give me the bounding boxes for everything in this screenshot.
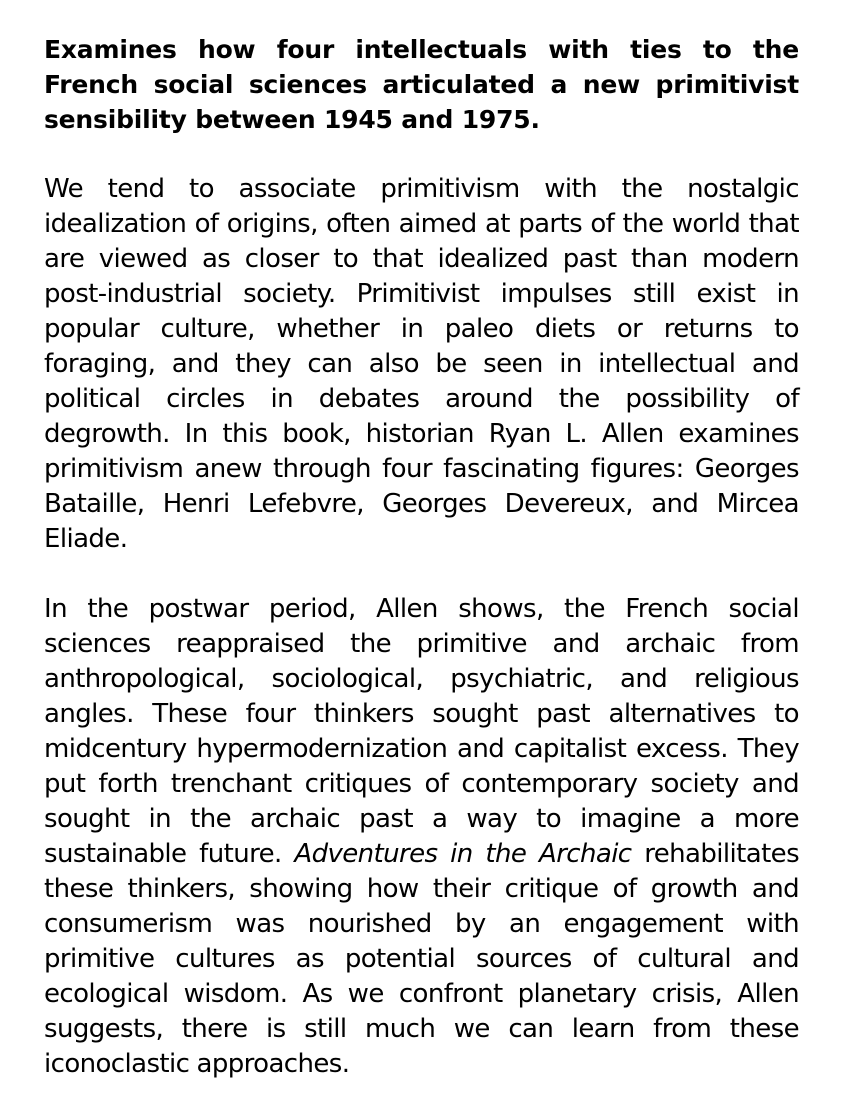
paragraph-2-opening: In the postwar period, Allen shows, the French social sciences reappraised the primitive and archaic from anthropological, sociological, psychiatric, and religious angles. These four thinkers sought past alternatives to midcentury hypermodernization and capitalist excess. They put forth trenchant critiques of contemporary society and sought in the archaic past a way to imagine a more sustainable future. [44,594,799,869]
description-paragraph-1: We tend to associate primitivism with the nostalgic idealization of origins, often aimed at parts of the world that are viewed as closer to that idealized past than modern post-industrial society. Primitivist impulses still exist in popular culture, whether in paleo diets or returns to foraging, and they can also be seen in intellectual and political circles in debates around the possibility of degrowth. In this book, historian Ryan L. Allen examines primitivism anew through four fascinating figures: Georges Bataille, Henri Lefebvre, Georges Devereux, and Mircea Eliade. [44,174,799,554]
description-paragraph-2 [44,592,799,1082]
paragraph-2-closing: rehabilitates these thinkers, showing how their critique of growth and consumerism was nourished by an engagement with primitive cultures as potential sources of cultural and ecological wisdom. As we confront planetary crisis, Allen suggests, there is still much we can learn from these iconoclastic approaches. [44,839,800,1079]
book-title: Adventures in the Archaic [294,839,632,869]
lead-summary: Examines how four intellectuals with ties to the French social sciences articulated a new primitivist sensibility between 1945 and 1975. [44,35,799,134]
